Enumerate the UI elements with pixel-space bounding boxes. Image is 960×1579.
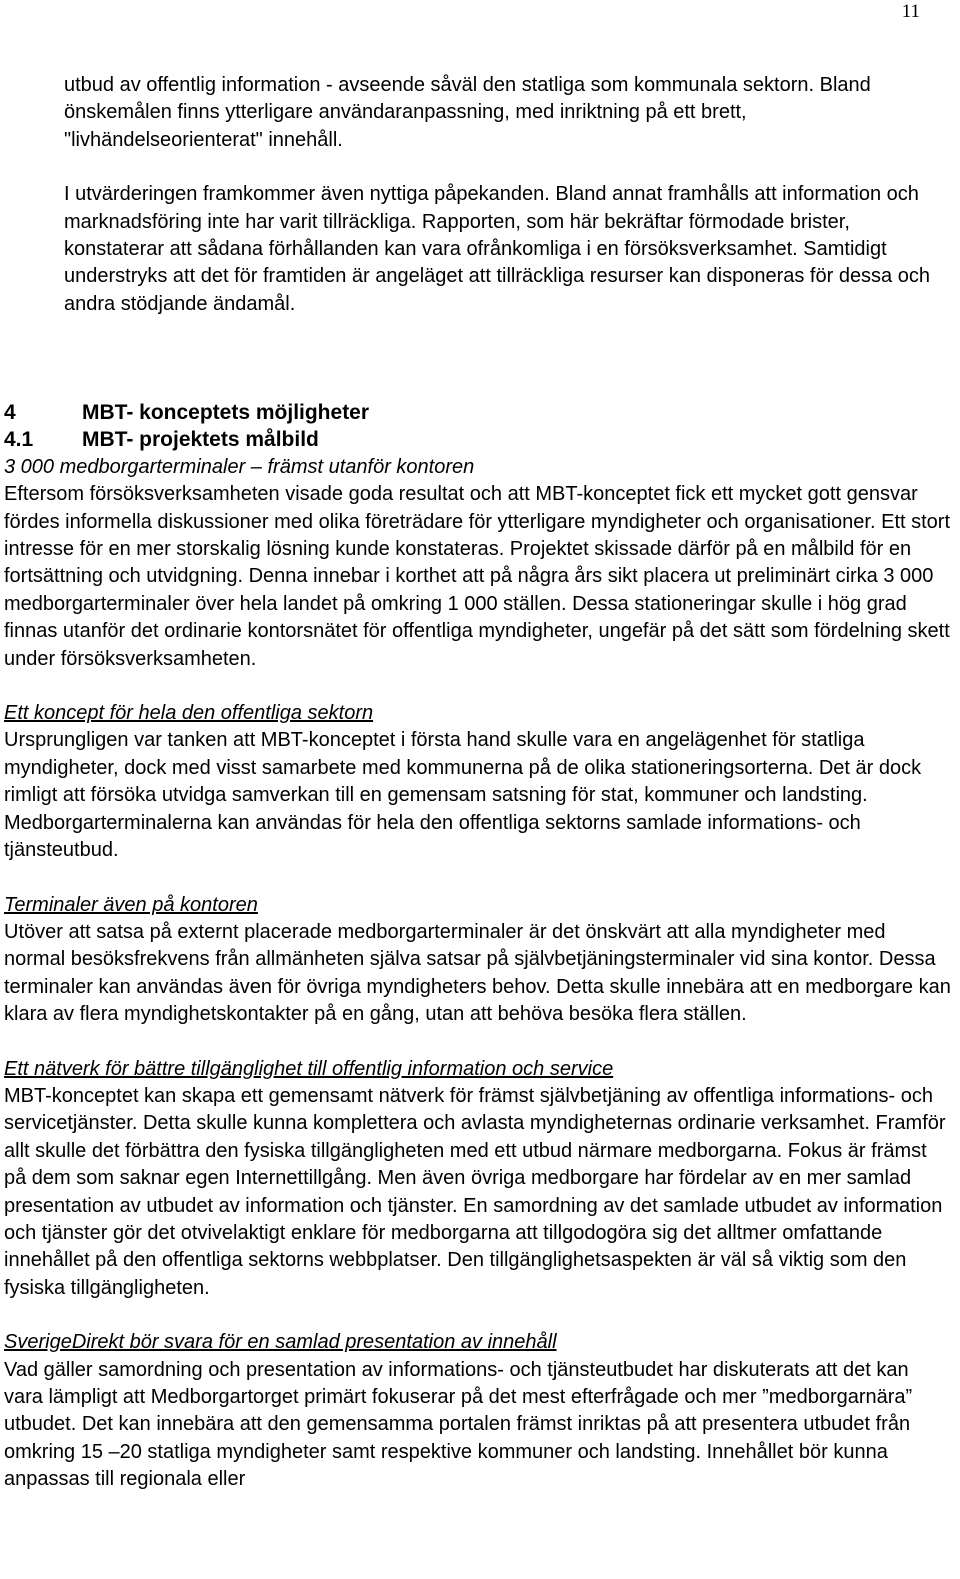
section-title: MBT- konceptets möjligheter — [82, 401, 370, 424]
main-content — [4, 399, 952, 1494]
subsection-title: MBT- projektets målbild — [82, 428, 319, 452]
block-paragraph: Vad gäller samordning och presentation av informations- och tjänsteutbudet har diskuterats att det kan vara lämpligt att Medborgartorget primärt fokuserar på det mest efterfrågade och mer ”medborgarnära” utbudet. Det kan innebära att den gemensamma portalen främst inriktas på att presentera utbudet från omkring 15 –20 statliga myndigheter samt respektive kommuner och landsting. Innehållet bör kunna anpassas till regionala eller — [4, 1358, 913, 1491]
block-heading: 3 000 medborgarterminaler – främst utanför kontoren — [4, 455, 475, 478]
content-block — [4, 1329, 952, 1493]
intro-text — [64, 72, 944, 318]
content-block — [4, 454, 952, 673]
block-heading: SverigeDirekt bör svara för en samlad presentation av innehåll — [4, 1331, 557, 1354]
page-number: 11 — [901, 1, 920, 22]
intro-paragraph-1: utbud av offentlig information - avseende såväl den statliga som kommunala sektorn. Bland önskemålen finns ytterligare användaranpassning, med inriktning på ett brett, "livhändelseorienterat" innehåll. — [64, 74, 871, 151]
block-paragraph: Eftersom försöksverksamheten visade goda resultat och att MBT-konceptet fick ett mycket gott gensvar fördes informella diskussioner med olika företrädare för ytterligare myndigheter och organisationer. Ett stort intresse för en mer storskalig lösning kunde konstateras. Projektet skissade därför på en målbild för en fortsättning och utvidgning. Denna innebar i korthet att på några års sikt placera ut preliminärt cirka 3 000 medborgarterminaler över hela landet på omkring 1 000 ställen. Dessa stationeringar skulle i hög grad finnas utanför det ordinarie kontorsnätet för offentliga myndigheter, ungefär på det sätt som fördelning skett under försöksverksamheten. — [4, 483, 951, 670]
section-number: 4 — [4, 401, 16, 424]
content-block — [4, 892, 952, 1029]
content-block — [4, 1056, 952, 1303]
intro-paragraph-2: I utvärderingen framkommer även nyttiga påpekanden. Bland annat framhålls att information och marknadsföring inte har varit tillräckliga. Rapporten, som här bekräftar förmodade brister, konstaterar att sådana förhållanden kan vara ofrånkomliga i en försöksverksamhet. Samtidigt understryks att det för framtiden är angeläget att tillräckliga resurser kan disponeras för dessa och andra stödjande ändamål. — [64, 183, 930, 315]
subsection-number: 4.1 — [4, 428, 34, 452]
block-paragraph: Utöver att satsa på externt placerade medborgarterminaler är det önskvärt att alla myndigheter med normal besöksfrekvens från allmänheten själva satsar på självbetjäningsterminaler vid sina kontor. Dessa terminaler kan användas även för övriga myndigheters behov. Detta skulle innebära att en medborgare kan klara av flera myndighetskontakter på en gång, utan att behöva besöka flera ställen. — [4, 920, 951, 1026]
section-heading — [4, 399, 952, 426]
content-block — [4, 700, 952, 864]
block-paragraph: MBT-konceptet kan skapa ett gemensamt nätverk för främst självbetjäning av offentliga informations- och servicetjänster. Detta skulle kunna komplettera och avlasta myndigheternas ordinarie verksamhet. Framför allt skulle det förbättra den fysiska tillgängligheten med ett utbud närmare medborgarna. Fokus är främst på dem som saknar egen Internettillgång. Men även övriga medborgare har fördelar av en mer samlad presentation av utbudet av information och tjänster. En samordning av det samlade utbudet av information och tjänster gör det otvivelaktigt enklare för medborgarna att tillgodogöra sig det alltmer omfattande innehållet på den offentliga sektorns webbplatser. Den tillgänglighetsaspekten är väl så viktig som den fysiska tillgängligheten. — [4, 1084, 946, 1299]
block-heading: Terminaler även på kontoren — [4, 893, 258, 916]
subsection-heading — [4, 426, 952, 453]
block-paragraph: Ursprungligen var tanken att MBT-konceptet i första hand skulle vara en angelägenhet för statliga myndigheter, dock med visst samarbete med kommunerna på de olika stationeringsorterna. Det är dock rimligt att försöka utvidga samverkan till en gemensam satsning för stat, kommuner och landsting. Medborgarterminalerna kan användas för hela den offentliga sektorns samlade informations- och tjänsteutbud. — [4, 729, 922, 862]
block-heading: Ett koncept för hela den offentliga sektorn — [4, 702, 374, 725]
block-heading: Ett nätverk för bättre tillgänglighet till offentlig information och service — [4, 1057, 614, 1080]
